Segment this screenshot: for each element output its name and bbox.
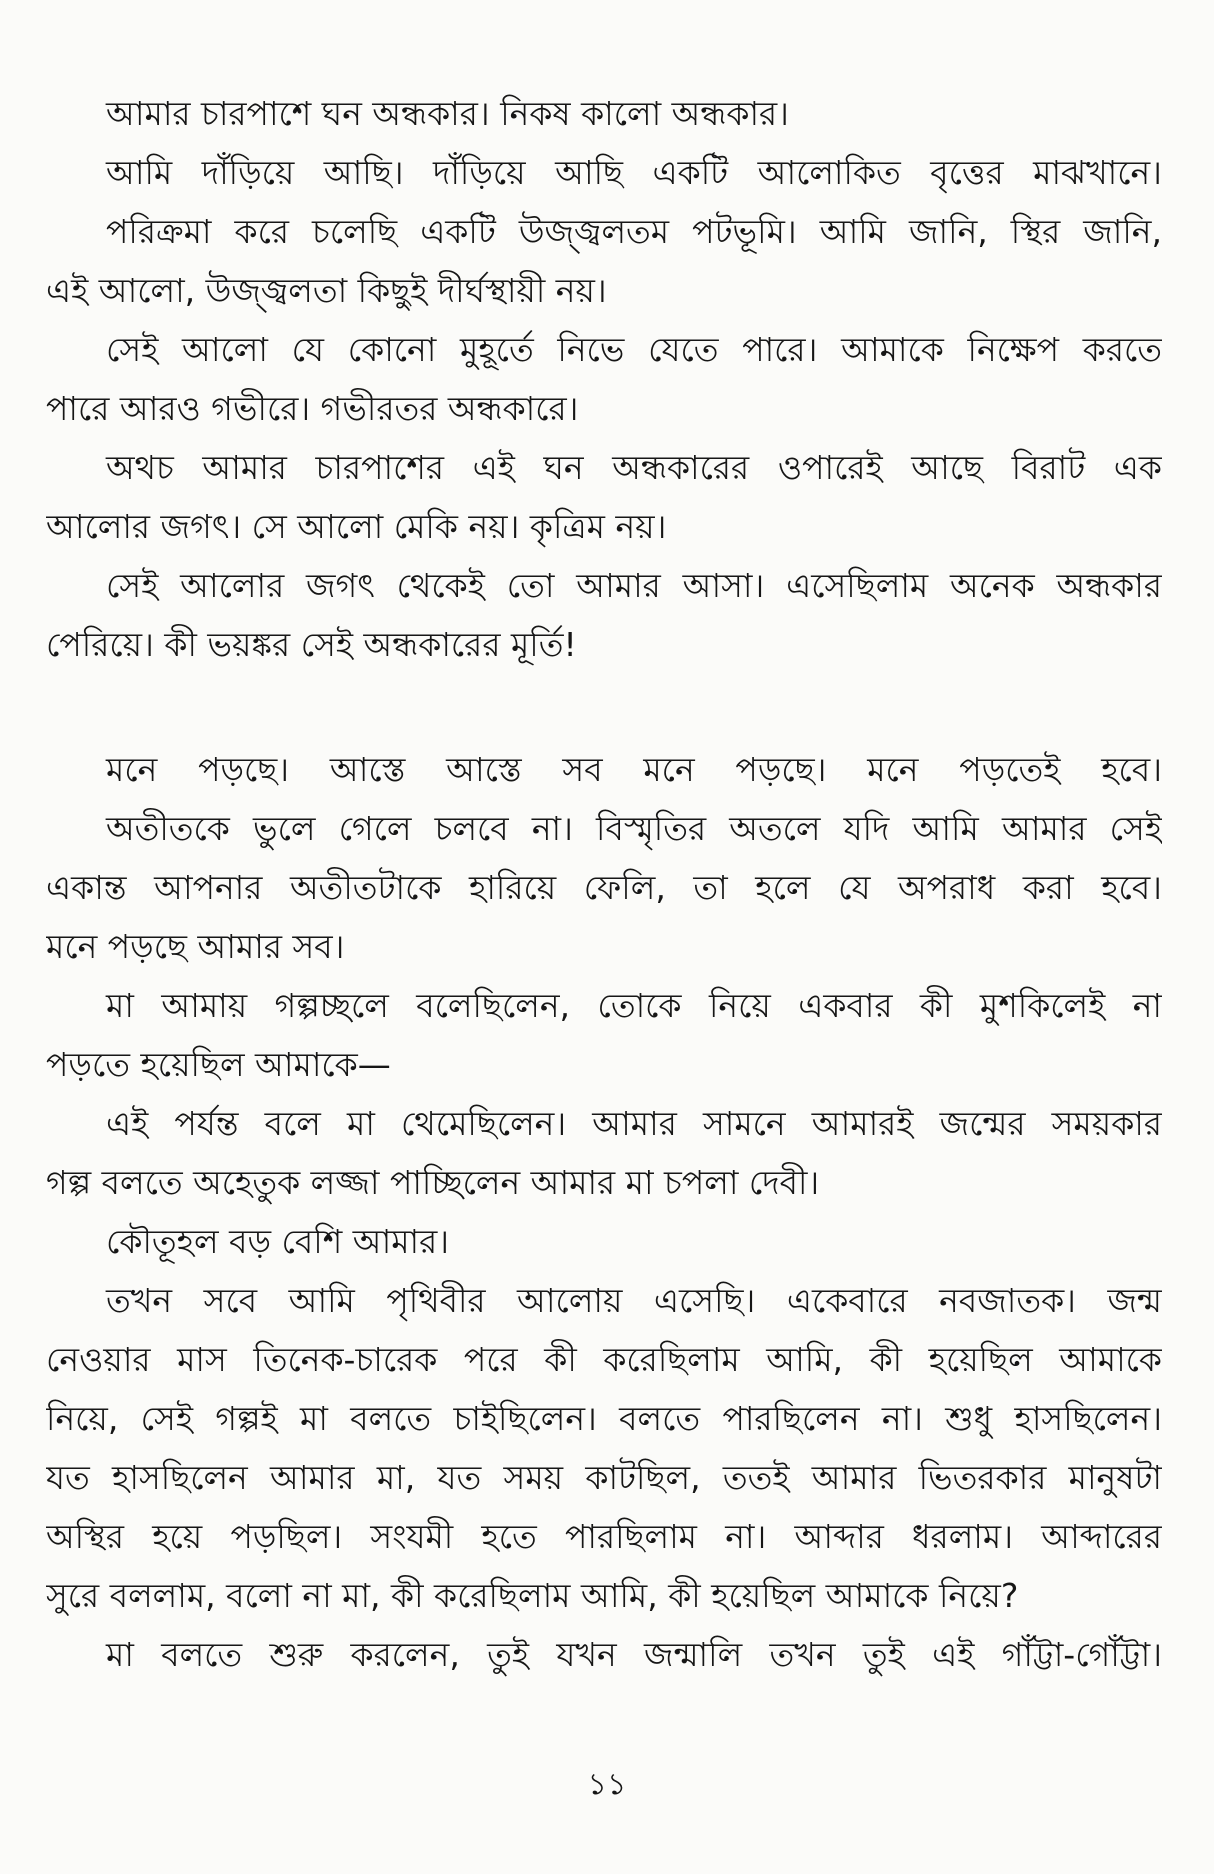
- text-line: মা আমায় গল্পচ্ছলে বলেছিলেন, তোকে নিয়ে একবার কী মুশকিলেই না: [106, 986, 1162, 1025]
- text-line: অস্থির হয়ে পড়ছিল। সংযমী হতে পারছিলাম না। আব্দার ধরলাম। আব্দারের: [46, 1517, 1162, 1556]
- text-line: অতীতকে ভুলে গেলে চলবে না। বিস্মৃতির অতলে যদি আমি আমার সেই: [106, 809, 1162, 848]
- text-line: আমার চারপাশে ঘন অন্ধকার। নিকষ কালো অন্ধকার।: [106, 94, 789, 133]
- text-line: মনে পড়ছে। আস্তে আস্তে সব মনে পড়ছে। মনে পড়তেই হবে।: [106, 750, 1162, 789]
- text-line: পারে আরও গভীরে। গভীরতর অন্ধকারে।: [46, 389, 579, 428]
- page-number: ১১: [587, 1767, 627, 1802]
- text-line: এই আলো, উজ্জ্বলতা কিছুই দীর্ঘস্থায়ী নয়।: [46, 271, 607, 310]
- text-line: একান্ত আপনার অতীতটাকে হারিয়ে ফেলি, তা হলে যে অপরাধ করা হবে।: [46, 868, 1162, 907]
- text-line: সেই আলো যে কোনো মুহূর্তে নিভে যেতে পারে। আমাকে নিক্ষেপ করতে: [106, 330, 1162, 369]
- text-line: নিয়ে, সেই গল্পই মা বলতে চাইছিলেন। বলতে পারছিলেন না। শুধু হাসছিলেন।: [46, 1399, 1162, 1438]
- text-line: এই পর্যন্ত বলে মা থেমেছিলেন। আমার সামনে আমারই জন্মের সময়কার: [106, 1104, 1162, 1143]
- text-line: পেরিয়ে। কী ভয়ঙ্কর সেই অন্ধকারের মূর্তি!: [46, 625, 577, 664]
- text-line: পরিক্রমা করে চলেছি একটি উজ্জ্বলতম পটভূমি। আমি জানি, স্থির জানি,: [106, 212, 1162, 251]
- paragraph: [46, 556, 1162, 674]
- paragraph: [46, 202, 1162, 320]
- paragraph: [46, 1212, 1162, 1271]
- text-line: আলোর জগৎ। সে আলো মেকি নয়। কৃত্রিম নয়।: [46, 507, 667, 546]
- text-line: সেই আলোর জগৎ থেকেই তো আমার আসা। এসেছিলাম অনেক অন্ধকার: [106, 566, 1162, 605]
- paragraph: [46, 799, 1162, 976]
- text-line: নেওয়ার মাস তিনেক-চারেক পরে কী করেছিলাম আমি, কী হয়েছিল আমাকে: [46, 1340, 1162, 1379]
- text-line: আমি দাঁড়িয়ে আছি। দাঁড়িয়ে আছি একটি আলোকিত বৃত্তের মাঝখানে।: [106, 153, 1162, 192]
- text-line: পড়তে হয়েছিল আমাকে—: [46, 1045, 391, 1084]
- text-line: অথচ আমার চারপাশের এই ঘন অন্ধকারের ওপারেই আছে বিরাট এক: [106, 448, 1162, 487]
- paragraph: [46, 740, 1162, 799]
- paragraph: [46, 438, 1162, 556]
- text-line: গল্প বলতে অহেতুক লজ্জা পাচ্ছিলেন আমার মা চপলা দেবী।: [46, 1163, 820, 1202]
- paragraph: [46, 84, 1162, 143]
- paragraph: [46, 1625, 1162, 1684]
- paragraph: [46, 976, 1162, 1094]
- paragraph: [46, 1094, 1162, 1212]
- paragraph: [46, 1271, 1162, 1625]
- text-line: সুরে বললাম, বলো না মা, কী করেছিলাম আমি, কী হয়েছিল আমাকে নিয়ে?: [46, 1576, 1019, 1615]
- paragraph: [46, 320, 1162, 438]
- text-line: মনে পড়ছে আমার সব।: [46, 927, 345, 966]
- page-body: [46, 84, 1162, 1684]
- text-line: মা বলতে শুরু করলেন, তুই যখন জন্মালি তখন তুই এই গাঁট্টা-গোঁট্টা।: [106, 1635, 1162, 1674]
- text-line: যত হাসছিলেন আমার মা, যত সময় কাটছিল, ততই আমার ভিতরকার মানুষটা: [46, 1458, 1162, 1497]
- paragraph: [46, 143, 1162, 202]
- text-line: তখন সবে আমি পৃথিবীর আলোয় এসেছি। একেবারে নবজাতক। জন্ম: [106, 1281, 1162, 1320]
- section-break: [46, 674, 1162, 740]
- text-line: কৌতূহল বড় বেশি আমার।: [106, 1222, 450, 1261]
